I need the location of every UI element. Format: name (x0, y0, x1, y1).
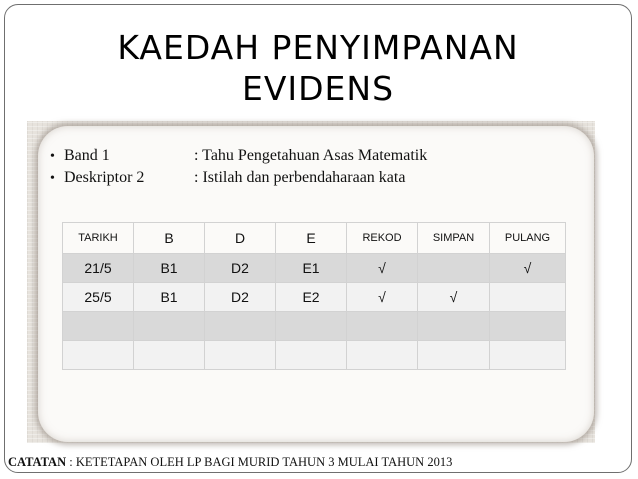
table-cell (490, 283, 566, 312)
bullet-icon: • (50, 149, 55, 164)
table-row (63, 254, 566, 283)
bullet-band (50, 147, 427, 169)
table-cell: B1 (134, 283, 205, 312)
table-cell (418, 254, 490, 283)
title-line-1: KAEDAH PENYIMPANAN (117, 28, 519, 67)
header-d: D (205, 223, 276, 254)
bullet-label: Deskriptor 2 (64, 169, 145, 186)
note-text: : KETETAPAN OLEH LP BAGI MURID TAHUN 3 MULAI TAHUN 2013 (69, 455, 453, 469)
table-cell (418, 341, 490, 370)
note-label: CATATAN (8, 455, 67, 469)
table-cell (347, 312, 418, 341)
evidence-table (62, 222, 566, 370)
table-cell: B1 (134, 254, 205, 283)
header-simpan: SIMPAN (418, 223, 490, 254)
table-cell: √ (418, 283, 490, 312)
table-cell (490, 312, 566, 341)
table-cell: E2 (276, 283, 347, 312)
table-cell: E1 (276, 254, 347, 283)
table-cell: √ (347, 254, 418, 283)
title-line-2: EVIDENS (241, 69, 395, 108)
bullet-deskriptor (50, 169, 427, 191)
table-cell (418, 312, 490, 341)
header-rekod: REKOD (347, 223, 418, 254)
table-cell (63, 312, 134, 341)
table-cell: D2 (205, 254, 276, 283)
bullet-label: Band 1 (64, 147, 110, 164)
bullet-icon: • (50, 171, 55, 186)
footer-note (8, 455, 452, 470)
table-cell: 21/5 (63, 254, 134, 283)
slide-title (5, 27, 631, 109)
table-cell (347, 341, 418, 370)
table-row (63, 283, 566, 312)
table-header-row (63, 223, 566, 254)
table-cell (205, 341, 276, 370)
table-cell: 25/5 (63, 283, 134, 312)
header-tarikh: TARIKH (63, 223, 134, 254)
header-b: B (134, 223, 205, 254)
table-cell (276, 312, 347, 341)
table-cell (134, 312, 205, 341)
table-row (63, 312, 566, 341)
table-cell: √ (347, 283, 418, 312)
header-e: E (276, 223, 347, 254)
table-cell (205, 312, 276, 341)
table-cell: √ (490, 254, 566, 283)
bullet-value: : Tahu Pengetahuan Asas Matematik (194, 147, 428, 164)
bullet-value: : Istilah dan perbendaharaan kata (194, 169, 406, 186)
header-pulang: PULANG (490, 223, 566, 254)
bullet-list (50, 147, 427, 191)
table-cell (134, 341, 205, 370)
table-cell (490, 341, 566, 370)
table-cell: D2 (205, 283, 276, 312)
table-row (63, 341, 566, 370)
table-cell (276, 341, 347, 370)
table-cell (63, 341, 134, 370)
